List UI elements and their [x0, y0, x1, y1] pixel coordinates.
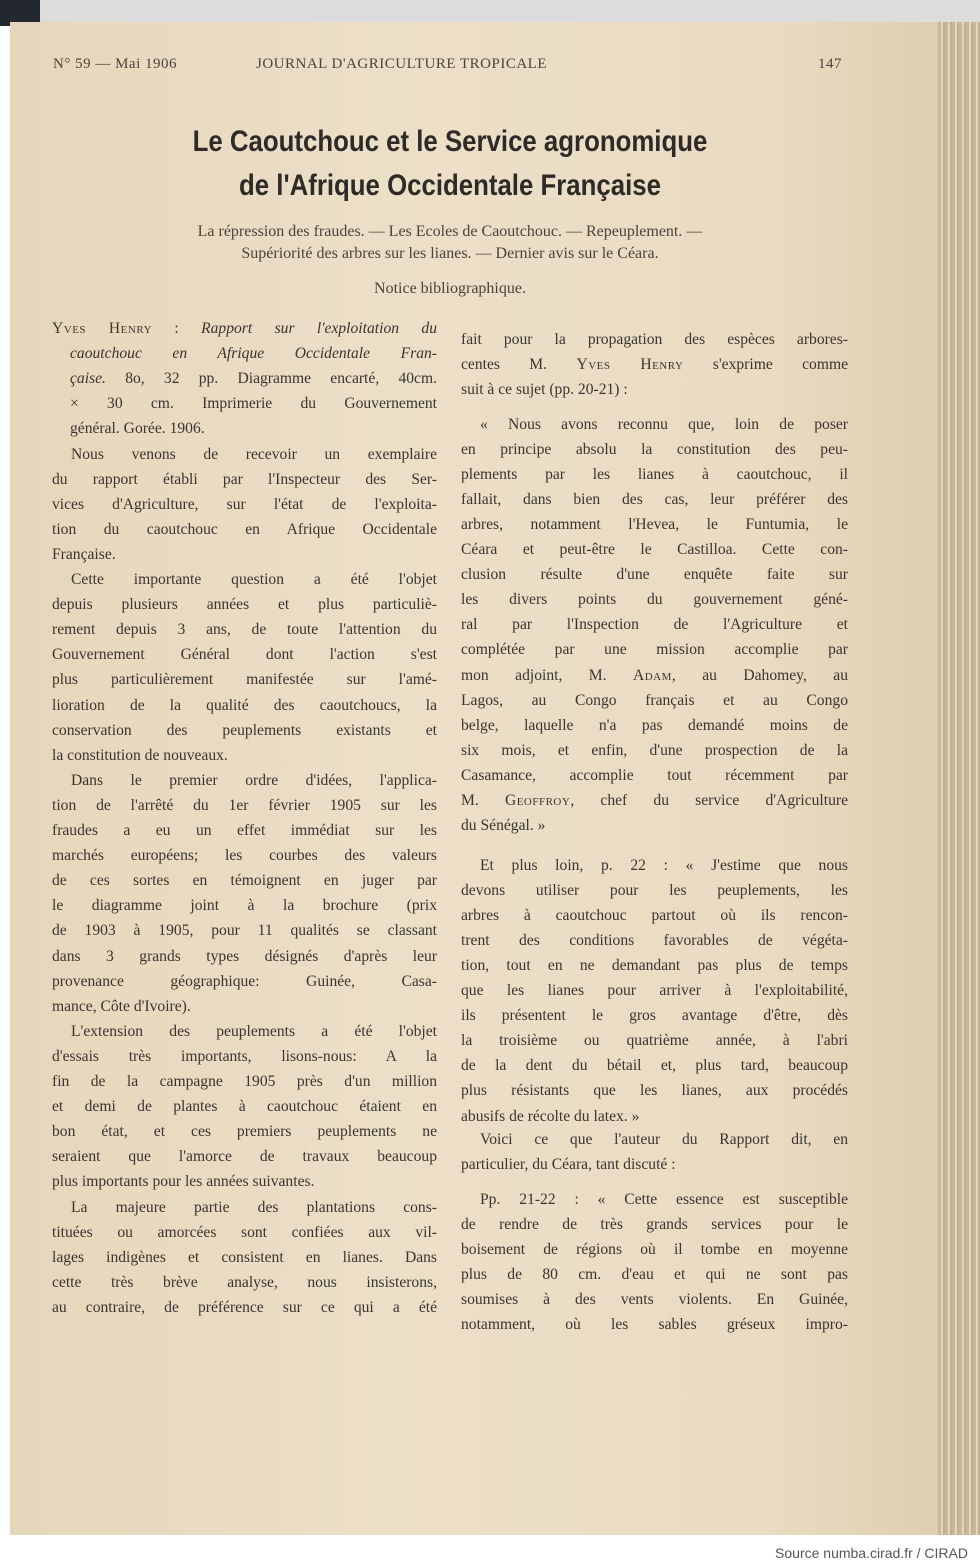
text-line [461, 788, 848, 813]
text-line: dans 3 grands types désignés d'après leur [52, 947, 437, 965]
text-line: marchés européens; les courbes des valeurs [52, 847, 437, 865]
text-line: du rapport établi par l'Inspecteur des Ser- [52, 470, 437, 488]
text-line: du Sénégal. » [461, 816, 546, 834]
text-line [461, 352, 848, 377]
issue-number: N° 59 — Mai 1906 [53, 56, 177, 72]
author-name: Yves Henry [52, 320, 153, 337]
text-line: arbres, notamment l'Hevea, le Funtumia, le [461, 516, 848, 534]
text-line: arbres à caoutchouc partout où ils rencon- [461, 907, 848, 925]
text-line: la troisième ou quatrième année, à l'abri [461, 1032, 848, 1050]
text-line: × 30 cm. Imprimerie du Gouvernement [70, 395, 437, 413]
subtitle-line: Supériorité des arbres sur les lianes. — Dernier avis sur le Céara. [241, 245, 659, 262]
text-span: centes M. [461, 356, 577, 374]
text-line: Nous venons de recevoir un exemplaire [71, 445, 437, 463]
text-line: mance, Côte d'Ivoire). [52, 997, 191, 1015]
text-line: ils présentent le gros avantage d'être, dès [461, 1007, 848, 1025]
text-line: Voici ce que l'auteur du Rapport dit, en [480, 1131, 848, 1148]
text-line: lages indigènes et consistent en lianes. Dans [52, 1248, 437, 1266]
text-line: boisement de régions où il tombe en moyenne [461, 1241, 848, 1259]
text-line: abusifs de récolte du latex. » [461, 1107, 640, 1125]
author-name: Adam [632, 666, 672, 684]
text-line: de 1903 à 1905, pour 11 qualités se classant [52, 922, 437, 940]
text-line: rement depuis 3 ans, de toute l'attention du [52, 621, 437, 639]
text-line: fraudes a eu un effet immédiat sur les [52, 822, 437, 839]
text-line [461, 663, 848, 688]
text-span: M. [461, 791, 505, 809]
source-credit: Source numba.cirad.fr / CIRAD [775, 1545, 968, 1561]
text-line [70, 366, 437, 391]
text-line: Gouvernement Général dont l'action s'est [52, 646, 437, 664]
title-line: de l'Afrique Occidentale Française [239, 169, 661, 202]
text-line: Dans le premier ordre d'idées, l'applica- [71, 771, 437, 789]
text-span: mon adjoint, M. [461, 666, 633, 684]
text-line: clusion résulte d'une enquête faite sur [461, 566, 848, 584]
text-line: et demi de plantes à caoutchouc étaient en [52, 1098, 437, 1116]
text-line: tion du caoutchouc en Afrique Occidentale [52, 520, 437, 538]
text-line: de la dent du bétail et, plus tard, beaucoup [461, 1057, 848, 1075]
text-line: cette très brève analyse, nous insisterons, [52, 1273, 437, 1291]
text-line: ral par l'Inspection de l'Agriculture et [461, 616, 848, 634]
text-line: devons utiliser pour les peuplements, les [461, 882, 848, 900]
text-span: : [152, 320, 202, 337]
text-line: en principe absolu la constitution des peu- [461, 441, 848, 459]
notice-heading: Notice bibliographique. [374, 280, 526, 297]
text-line: le diagramme joint à la brochure (prix [52, 897, 437, 915]
text-line: que les lianes pour arriver à l'exploitabilité, [461, 982, 848, 1000]
text-span: , chef du service d'Agriculture [570, 791, 848, 809]
text-line: plus résistants que les lianes, aux procédés [461, 1082, 848, 1100]
text-line: les divers points du gouvernement géné- [461, 591, 848, 609]
text-line: Pp. 21-22 : « Cette essence est susceptible [480, 1191, 848, 1208]
italic-text: çaise. [70, 370, 106, 388]
text-line [70, 341, 437, 366]
text-line: fallait, dans bien des cas, leur préférer des [461, 491, 848, 509]
text-line: au contraire, de préférence sur ce qui a été [52, 1298, 437, 1316]
text-line: plus de 80 cm. d'eau et qui ne sont pas [461, 1266, 848, 1284]
text-line: seraient que l'amorce de travaux beaucoup [52, 1148, 437, 1166]
text-line: trent des conditions favorables de végéta- [461, 932, 848, 950]
text-line: provenance géographique: Guinée, Casa- [52, 972, 437, 990]
text-line [52, 316, 437, 341]
text-line: « Nous avons reconnu que, loin de poser [480, 416, 848, 433]
page-edges [938, 22, 980, 1535]
text-line: Casamance, accomplie tout récemment par [461, 766, 848, 784]
text-line: six mois, et enfin, d'une prospection de la [461, 741, 848, 759]
text-line: L'extension des peuplements a été l'objet [71, 1022, 437, 1040]
text-line: Française. [52, 545, 116, 563]
text-line: belge, laquelle n'a pas demandé moins de [461, 716, 848, 734]
text-line: tion de l'arrêté du 1er février 1905 sur les [52, 796, 437, 814]
author-name: Geoffroy [504, 791, 571, 809]
journal-name: JOURNAL D'AGRICULTURE TROPICALE [256, 56, 547, 72]
text-line: tituées ou amorcées sont confiées aux vil- [52, 1223, 437, 1241]
text-line: suit à ce sujet (pp. 20-21) : [461, 381, 628, 399]
text-span: s'exprime comme [683, 356, 849, 374]
text-line: La majeure partie des plantations cons- [71, 1198, 437, 1216]
italic-text: caoutchouc en Afrique Occidentale Fran- [70, 345, 437, 363]
text-line: soumises à des vents violents. En Guinée, [461, 1291, 848, 1309]
text-line: depuis plusieurs années et plus particuliè- [52, 596, 437, 614]
text-line: tion, tout en ne demandant pas plus de temps [461, 957, 848, 975]
text-line: conservation des peuplements existants et [52, 721, 437, 739]
italic-text: Rapport sur l'exploitation du [201, 320, 437, 337]
text-line: d'essais très importants, lisons-nous: A la [52, 1047, 437, 1065]
article-title [63, 120, 837, 208]
text-line: particulier, du Céara, tant discuté : [461, 1156, 676, 1174]
title-line: Le Caoutchouc et le Service agronomique [192, 125, 708, 158]
text-line: de rendre de très grands services pour le [461, 1216, 848, 1234]
text-line: complétée par une mission accomplie par [461, 641, 848, 659]
text-line: plus particulièrement manifestée sur l'amé- [52, 671, 437, 689]
text-line: vices d'Agriculture, sur l'état de l'exploita- [52, 495, 437, 513]
text-line: Céara et peut-être le Castilloa. Cette con- [461, 541, 848, 559]
text-line: général. Gorée. 1906. [70, 420, 205, 438]
text-line: Lagos, au Congo français et au Congo [461, 691, 848, 709]
text-line: lioration de la qualité des caoutchoucs, la [52, 696, 437, 714]
text-line: notamment, où les sables gréseux impro- [461, 1316, 848, 1334]
subtitle-line: La répression des fraudes. — Les Ecoles de Caoutchouc. — Repeuplement. — [197, 223, 703, 240]
text-line: Cette importante question a été l'objet [71, 571, 437, 588]
text-line: de ces sortes en témoignent en juger par [52, 872, 437, 890]
text-line: fait pour la propagation des espèces arbores- [461, 331, 848, 348]
text-line: Et plus loin, p. 22 : « J'estime que nous [480, 857, 848, 874]
text-line: la constitution de nouveaux. [52, 746, 228, 764]
text-line: plements par les lianes à caoutchouc, il [461, 466, 848, 484]
text-line: fin de la campagne 1905 près d'un million [52, 1073, 437, 1090]
author-name: Yves Henry [576, 356, 684, 374]
text-line: bon état, et ces premiers peuplements ne [52, 1123, 437, 1141]
text-line: plus importants pour les années suivantes. [52, 1173, 315, 1191]
text-span: , au Dahomey, au [671, 666, 848, 684]
page-number: 147 [818, 56, 842, 72]
text-span: 8o, 32 pp. Diagramme encarté, 40cm. [105, 370, 437, 388]
